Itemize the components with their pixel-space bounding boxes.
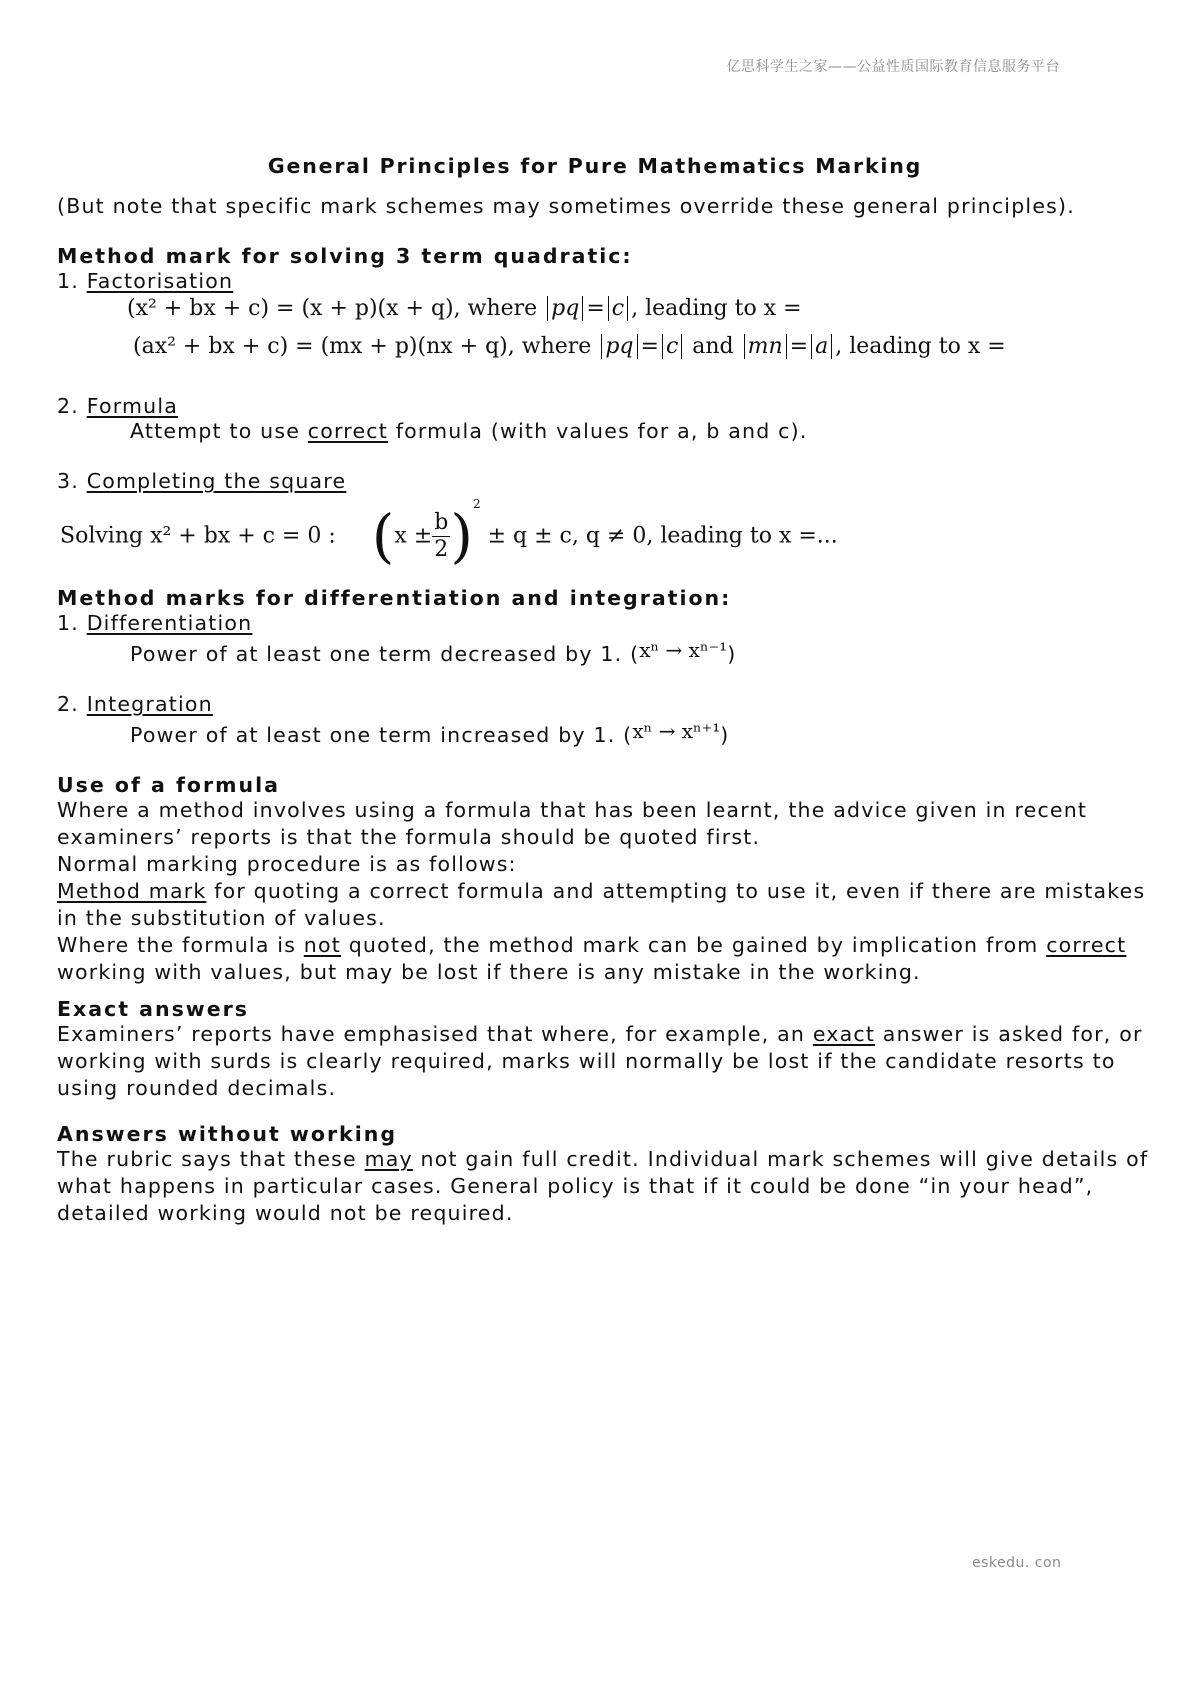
abs-term: pq <box>551 296 580 321</box>
abs-term: pq <box>605 334 634 359</box>
denominator: 2 <box>434 536 449 562</box>
math-inline: xⁿ → xⁿ⁻¹ <box>639 638 728 662</box>
line: working with surds is clearly required, marks will normally be lost if the candidate resorts to <box>57 1049 1116 1073</box>
text: Where the formula is <box>57 933 304 957</box>
abs-pq <box>601 334 637 359</box>
line: what happens in particular cases. General policy is that if it could be done “in your head”, <box>57 1174 1094 1198</box>
section-heading-calculus: Method marks for differentiation and integration: <box>57 586 732 610</box>
working-paragraph <box>57 1146 1149 1227</box>
formula-solving: Solving x² + bx + c = 0 : <box>60 523 336 549</box>
exponent: 2 <box>472 497 481 511</box>
formula-and: and <box>692 334 734 359</box>
formula-where: where <box>521 334 592 359</box>
page-title: General Principles for Pure Mathematics Marking <box>267 154 923 178</box>
text: Examiners’ reports have emphasised that where, for example, an <box>57 1022 813 1046</box>
line: working with values, but may be lost if there is any mistake in the working. <box>57 960 921 984</box>
formula-completing-square <box>60 497 838 570</box>
formula-x-pm: x ± <box>394 523 433 549</box>
formula-lhs: (ax² + bx + c) = (mx + p)(nx + q), <box>133 334 515 359</box>
text: for quoting a correct formula and attempting to use it, even if there are mistakes <box>206 879 1146 903</box>
abs-term: mn <box>747 334 783 359</box>
formula-eq: = <box>640 334 659 359</box>
item-factorisation <box>57 268 233 295</box>
item-number: 3. <box>57 469 87 493</box>
line: in the substitution of values. <box>57 906 386 930</box>
text: Power of at least one term decreased by 1. ( <box>130 642 640 666</box>
paren-open: ( <box>371 502 395 570</box>
formula-rest: ± q ± c, q ≠ 0, leading to x =... <box>487 523 838 549</box>
abs-term: a <box>815 334 829 359</box>
section-heading-quadratic: Method mark for solving 3 term quadratic: <box>57 244 633 268</box>
formula-paragraph <box>57 797 1146 986</box>
integration-description <box>130 719 730 749</box>
item-formula <box>57 393 178 420</box>
text-post: formula (with values for a, b and c). <box>387 419 808 443</box>
item-label: Differentiation <box>86 611 253 635</box>
section-heading-exact: Exact answers <box>57 997 249 1021</box>
numerator: b <box>434 509 449 535</box>
text: Power of at least one term increased by 1. ( <box>130 723 633 747</box>
intro-note: (But note that specific mark schemes may sometimes override these general principles). <box>57 194 1075 218</box>
formula-factorisation-1 <box>127 296 802 321</box>
math-inline: xⁿ → xⁿ⁺¹ <box>632 719 721 743</box>
section-heading-formula: Use of a formula <box>57 773 280 797</box>
item-differentiation <box>57 610 252 637</box>
abs-term: c <box>611 296 625 321</box>
item-completing-square <box>57 468 346 495</box>
abs-mn <box>744 334 787 359</box>
formula-eq: = <box>789 334 809 359</box>
abs-c <box>662 334 682 359</box>
text-underlined: correct <box>1046 933 1127 957</box>
text-pre: Attempt to use <box>130 419 308 443</box>
text: quoted, the method mark can be gained by implication from <box>340 933 1047 957</box>
item-number: 1. <box>57 269 87 293</box>
line <box>57 1021 1143 1048</box>
text-underlined: may <box>364 1147 413 1171</box>
line: detailed working would not be required. <box>57 1201 514 1225</box>
fraction-b-over-2 <box>432 510 450 563</box>
item-number: 2. <box>57 394 87 418</box>
item-label: Formula <box>86 394 178 418</box>
item-label: Completing the square <box>86 469 347 493</box>
line: examiners’ reports is that the formula should be quoted first. <box>57 825 761 849</box>
text-underlined: exact <box>812 1022 876 1046</box>
text: The rubric says that these <box>57 1147 365 1171</box>
line <box>57 878 1146 905</box>
item-number: 1. <box>57 611 87 635</box>
paren-close: ) <box>450 502 473 570</box>
text-underlined: not <box>303 933 341 957</box>
line <box>57 932 1137 959</box>
formula-description <box>130 418 808 445</box>
differentiation-description <box>130 638 737 668</box>
line <box>57 1146 1149 1173</box>
formula-tail: , leading to x = <box>835 334 1006 359</box>
text-close: ) <box>727 642 737 666</box>
line: Normal marking procedure is as follows: <box>57 852 517 876</box>
abs-term: c <box>665 334 679 359</box>
text-underlined: correct <box>307 419 388 443</box>
text: answer is asked for, or <box>875 1022 1143 1046</box>
text: not gain full credit. Individual mark schemes will give details of <box>412 1147 1149 1171</box>
exact-paragraph <box>57 1021 1143 1102</box>
formula-eq: = <box>586 296 605 321</box>
item-integration <box>57 691 213 718</box>
line: Where a method involves using a formula that has been learnt, the advice given in recent <box>57 798 1088 822</box>
header-watermark: 亿思科学生之家——公益性质国际教育信息服务平台 <box>726 59 1060 75</box>
item-label: Factorisation <box>86 269 234 293</box>
formula-where: where <box>467 296 538 321</box>
item-number: 2. <box>57 692 87 716</box>
item-label: Integration <box>86 692 213 716</box>
footer-watermark: eskedu. con <box>972 1555 1062 1571</box>
abs-c <box>608 296 628 321</box>
line: using rounded decimals. <box>57 1076 337 1100</box>
abs-pq <box>547 296 583 321</box>
formula-lhs: (x² + bx + c) = (x + p)(x + q), <box>127 296 461 321</box>
formula-tail: , leading to x = <box>631 296 802 321</box>
formula-factorisation-2 <box>133 334 1006 359</box>
abs-a <box>811 334 832 359</box>
text-close: ) <box>720 723 730 747</box>
text-underlined: Method mark <box>57 879 207 903</box>
section-heading-working: Answers without working <box>57 1122 397 1146</box>
